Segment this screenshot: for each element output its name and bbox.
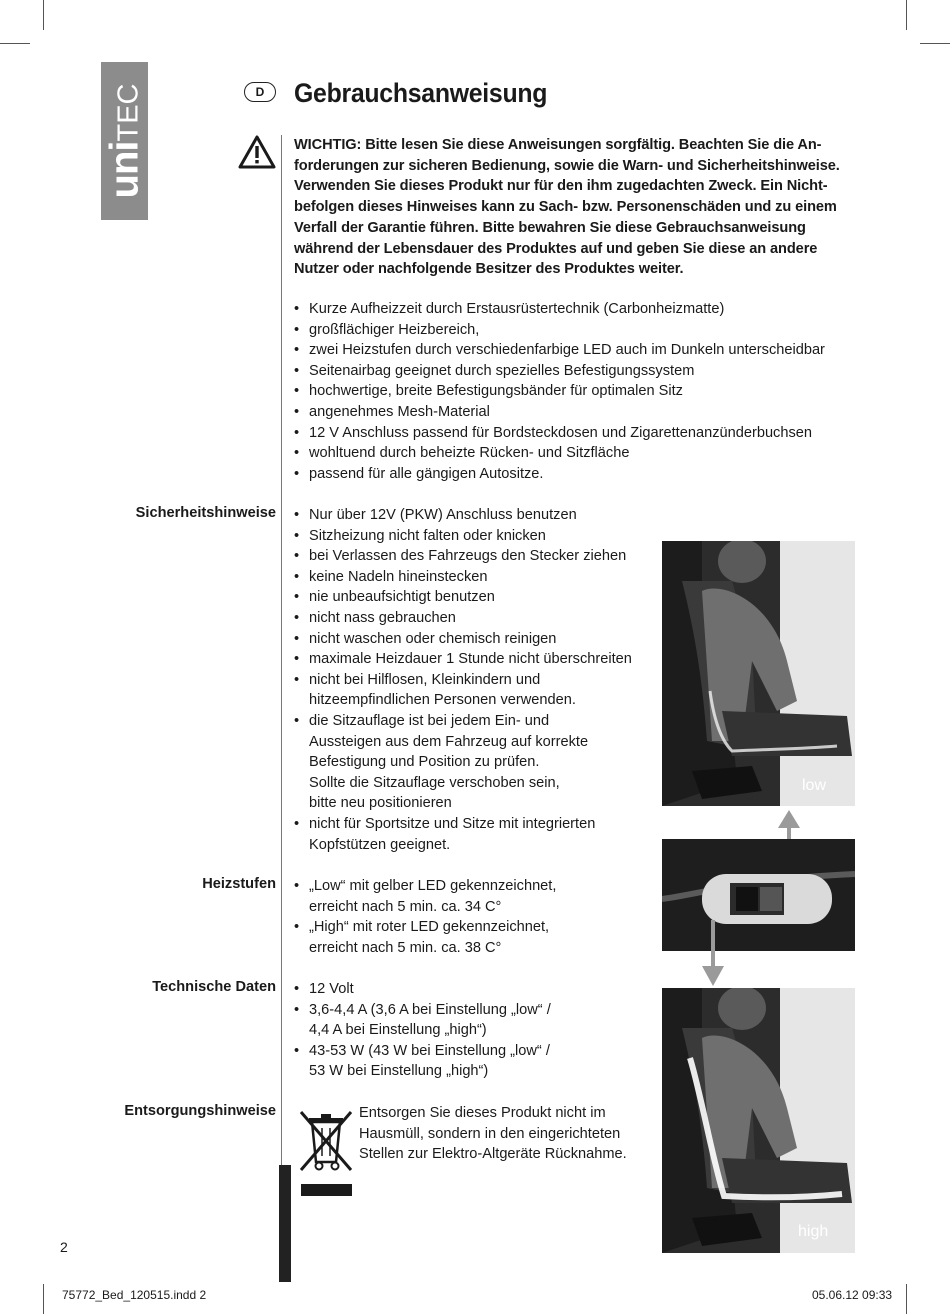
list-item: • Sitzheizung nicht falten oder knicken bbox=[294, 526, 632, 547]
list-item: • hochwertige, breite Befestigungsbänder für optimalen Sitz bbox=[294, 381, 825, 402]
warning-text: WICHTIG: Bitte lesen Sie diese Anweisungen sorgfältig. Beachten Sie die An- forderungen zur sicheren Bedienung, sowie die Warn- und Sicherheitshinweise. Verwenden Sie dieses Produkt nur für den ihm zugedachten Zweck. Ein Nicht- befolgen dieses Hinweises kann zu Sach- bzw. Personenschäden und zu einem Verfall der Garantie führen. Bitte bewahren Sie diese Gebrauchsanweisung während der Lebensdauer des Produktes auf und geben Sie diese an andere Nutzer oder nachfolgende Besitzer des Produktes weiter. bbox=[294, 137, 840, 278]
feature-list bbox=[294, 299, 825, 484]
list-item: • nicht für Sportsitze und Sitze mit integrierten Kopfstützen geeignet. bbox=[294, 814, 632, 855]
photo-switch bbox=[662, 839, 855, 951]
brand-logo bbox=[101, 62, 148, 220]
safety-list bbox=[294, 505, 632, 855]
section-label-heat-levels: Heizstufen bbox=[202, 876, 276, 892]
list-item: • zwei Heizstufen durch verschiedenfarbige LED auch im Dunkeln unterscheidbar bbox=[294, 340, 825, 361]
list-item: • keine Nadeln hineinstecken bbox=[294, 567, 632, 588]
section-label-disposal: Entsorgungshinweise bbox=[124, 1103, 276, 1119]
section-label-safety: Sicherheitshinweise bbox=[135, 505, 276, 521]
page-title: Gebrauchsanweisung bbox=[294, 78, 548, 108]
photo-label-high: high bbox=[798, 1223, 829, 1240]
list-item: • „Low“ mit gelber LED gekennzeichnet, erreicht nach 5 min. ca. 34 C° bbox=[294, 876, 556, 917]
footer-filename: 75772_Bed_120515.indd 2 bbox=[62, 1288, 207, 1302]
photo-high-heat bbox=[662, 988, 855, 1253]
photo-low-heat bbox=[662, 541, 855, 806]
list-item: • nicht bei Hilflosen, Kleinkindern und hitzeempfindlichen Personen verwenden. bbox=[294, 670, 632, 711]
brand-logo-tec: TEC bbox=[112, 83, 144, 142]
crop-mark bbox=[0, 43, 30, 44]
crop-mark bbox=[906, 0, 907, 30]
list-item: • nie unbeaufsichtigt benutzen bbox=[294, 587, 632, 608]
person-in-seat-image bbox=[662, 988, 855, 1253]
list-item: • 43-53 W (43 W bei Einstellung „low“ / 53 W bei Einstellung „high“) bbox=[294, 1041, 551, 1082]
person-in-seat-image bbox=[662, 541, 855, 806]
list-item: • Nur über 12V (PKW) Anschluss benutzen bbox=[294, 505, 632, 526]
list-item: • nicht nass gebrauchen bbox=[294, 608, 632, 629]
list-item: • 12 V Anschluss passend für Bordsteckdosen und Zigarettenanzünderbuchsen bbox=[294, 423, 825, 444]
crop-mark bbox=[43, 1284, 44, 1314]
list-item: • 12 Volt bbox=[294, 979, 551, 1000]
crop-mark bbox=[920, 43, 950, 44]
arrow-down-icon bbox=[702, 920, 724, 986]
page-number: 2 bbox=[60, 1239, 68, 1255]
heat-level-list bbox=[294, 876, 556, 958]
list-item: • Kurze Aufheizzeit durch Erstausrüstertechnik (Carbonheizmatte) bbox=[294, 299, 825, 320]
crop-mark bbox=[906, 1284, 907, 1314]
footer-timestamp: 05.06.12 09:33 bbox=[812, 1288, 893, 1302]
list-item: • bei Verlassen des Fahrzeugs den Stecker ziehen bbox=[294, 546, 632, 567]
brand-logo-uni: uni bbox=[102, 141, 146, 199]
photo-label-low: low bbox=[802, 777, 827, 794]
column-divider bbox=[281, 135, 282, 1165]
crossed-out-wheelie-bin-icon bbox=[297, 1108, 355, 1174]
list-item: • wohltuend durch beheizte Rücken- und Sitzfläche bbox=[294, 443, 825, 464]
column-divider-bar bbox=[279, 1165, 291, 1282]
list-item: • nicht waschen oder chemisch reinigen bbox=[294, 629, 632, 650]
disposal-text: Entsorgen Sie dieses Produkt nicht im Hausmüll, sondern in den eingerichteten Stellen zur Elektro-Altgeräte Rücknahme. bbox=[359, 1105, 627, 1163]
disposal-bar bbox=[301, 1184, 352, 1196]
controller-switch-image bbox=[662, 839, 855, 951]
technical-list bbox=[294, 979, 551, 1082]
list-item: • die Sitzauflage ist bei jedem Ein- und Aussteigen aus dem Fahrzeug auf korrekte Befestigung und Position zu prüfen. Sollte die Sitzauflage verschoben sein, bitte neu positionieren bbox=[294, 711, 632, 814]
list-item: • „High“ mit roter LED gekennzeichnet, erreicht nach 5 min. ca. 38 C° bbox=[294, 917, 556, 958]
list-item: • 3,6-4,4 A (3,6 A bei Einstellung „low“ / 4,4 A bei Einstellung „high“) bbox=[294, 1000, 551, 1041]
list-item: • Seitenairbag geeignet durch spezielles Befestigungssystem bbox=[294, 361, 825, 382]
list-item: • passend für alle gängigen Autositze. bbox=[294, 464, 825, 485]
list-item: • maximale Heizdauer 1 Stunde nicht überschreiten bbox=[294, 649, 632, 670]
crop-mark bbox=[43, 0, 44, 30]
list-item: • großflächiger Heizbereich, bbox=[294, 320, 825, 341]
language-badge: D bbox=[244, 82, 276, 102]
warning-triangle-icon bbox=[238, 135, 276, 169]
section-label-technical: Technische Daten bbox=[152, 979, 276, 995]
list-item: • angenehmes Mesh-Material bbox=[294, 402, 825, 423]
